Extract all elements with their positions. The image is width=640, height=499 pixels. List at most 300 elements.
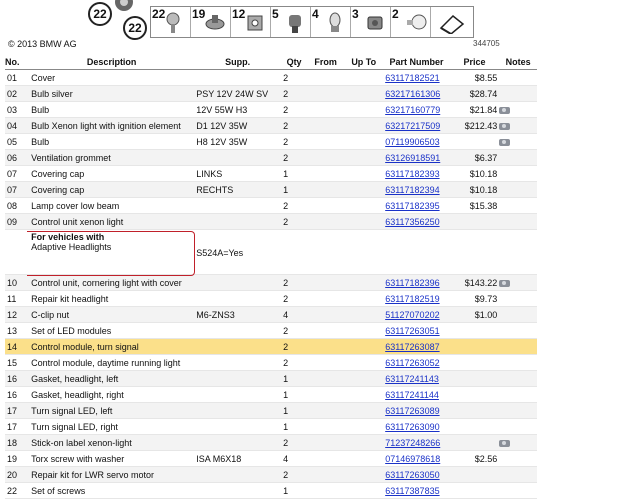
row-supplement <box>194 198 281 214</box>
part-number-link[interactable]: 63117263052 <box>385 357 440 368</box>
part-number-link[interactable]: 63117182521 <box>385 72 440 83</box>
row-notes <box>499 134 537 150</box>
gear-icon <box>104 0 144 14</box>
row-part-number[interactable] <box>383 435 450 451</box>
row-notes <box>499 102 537 118</box>
row-description: Torx screw with washer <box>29 451 194 467</box>
diagram-number: 344705 <box>473 39 500 48</box>
row-up-to <box>344 323 383 339</box>
row-quantity: 1 <box>281 387 307 403</box>
row-description: Covering cap <box>29 166 194 182</box>
bulb-socket-icon <box>285 12 305 34</box>
row-supplement <box>194 435 281 451</box>
row-description: Ventilation grommet <box>29 150 194 166</box>
row-price: $10.18 <box>450 166 500 182</box>
part-number-link[interactable]: 63217161306 <box>385 88 441 99</box>
row-price <box>450 214 500 230</box>
row-notes <box>499 435 537 451</box>
table-row[interactable] <box>5 118 537 134</box>
row-from <box>307 275 344 291</box>
c-clip-nut-icon <box>245 12 265 34</box>
torx-screw-icon <box>165 12 185 34</box>
row-number: 07 <box>5 182 29 198</box>
row-quantity: 2 <box>281 291 307 307</box>
row-from <box>307 134 344 150</box>
row-up-to <box>344 150 383 166</box>
row-supplement <box>194 387 281 403</box>
table-row[interactable] <box>5 166 537 182</box>
part-number-link[interactable]: 63117263090 <box>385 421 440 432</box>
row-price: $2.56 <box>450 451 500 467</box>
note-title: For vehicles with <box>31 232 105 242</box>
thumb-2[interactable]: 2 <box>391 7 431 37</box>
row-supplement <box>194 150 281 166</box>
row-supplement <box>194 70 281 86</box>
row-notes <box>499 419 537 435</box>
table-row[interactable] <box>5 419 537 435</box>
row-price: $6.37 <box>450 150 500 166</box>
row-from <box>307 291 344 307</box>
part-number-link[interactable]: 63117387835 <box>385 485 440 496</box>
row-price: $212.43 <box>450 118 500 134</box>
row-notes <box>499 339 537 355</box>
row-quantity: 1 <box>281 182 307 198</box>
camera-icon[interactable] <box>499 139 510 146</box>
row-number: 02 <box>5 86 29 102</box>
part-number-link[interactable]: 63117263089 <box>385 405 440 416</box>
row-description: Bulb Xenon light with ignition element <box>29 118 194 134</box>
part-number-link[interactable]: 63117182394 <box>385 184 440 195</box>
row-notes <box>499 150 537 166</box>
row-part-number[interactable] <box>383 134 450 150</box>
col-from: From <box>307 55 344 70</box>
row-quantity: 2 <box>281 467 307 483</box>
row-description: Cover <box>29 70 194 86</box>
row-price: $143.22 <box>450 275 500 291</box>
row-from <box>307 166 344 182</box>
table-row[interactable] <box>5 214 537 230</box>
row-supplement <box>194 323 281 339</box>
row-description: Repair kit headlight <box>29 291 194 307</box>
row-from <box>307 435 344 451</box>
camera-icon[interactable] <box>499 107 510 114</box>
exploded-diagram <box>0 0 640 38</box>
row-part-number[interactable] <box>383 419 450 435</box>
thumb-label[interactable] <box>431 7 473 37</box>
row-notes <box>499 214 537 230</box>
row-part-number[interactable] <box>383 371 450 387</box>
row-quantity: 4 <box>281 307 307 323</box>
col-qty: Qty <box>281 55 307 70</box>
row-price: $10.18 <box>450 182 500 198</box>
row-price <box>450 403 500 419</box>
row-quantity: 2 <box>281 214 307 230</box>
row-part-number[interactable] <box>383 483 450 499</box>
row-up-to <box>344 483 383 499</box>
row-quantity: 1 <box>281 371 307 387</box>
parts-table <box>5 55 537 499</box>
table-row[interactable] <box>5 387 537 403</box>
row-supplement: ISA M6X18 <box>194 451 281 467</box>
row-part-number[interactable] <box>383 86 450 102</box>
row-up-to <box>344 403 383 419</box>
row-up-to <box>344 102 383 118</box>
part-number-link[interactable]: 07146978618 <box>385 453 441 464</box>
part-number-link[interactable]: 63217160779 <box>385 104 441 115</box>
table-row[interactable] <box>5 291 537 307</box>
col-upto: Up To <box>344 55 383 70</box>
row-part-number[interactable] <box>383 70 450 86</box>
table-row[interactable] <box>5 403 537 419</box>
col-part-number: Part Number <box>383 55 450 70</box>
row-from <box>307 371 344 387</box>
row-description: Bulb <box>29 102 194 118</box>
row-number: 16 <box>5 371 29 387</box>
row-part-number[interactable] <box>383 118 450 134</box>
table-row[interactable] <box>5 435 537 451</box>
row-number: 06 <box>5 150 29 166</box>
row-quantity: 1 <box>281 419 307 435</box>
col-supp: Supp. <box>194 55 281 70</box>
table-row[interactable] <box>5 134 537 150</box>
row-number: 09 <box>5 214 29 230</box>
row-from <box>307 150 344 166</box>
row-description: Bulb <box>29 134 194 150</box>
camera-icon[interactable] <box>499 123 510 130</box>
row-number: 22 <box>5 483 29 499</box>
table-row[interactable] <box>5 483 537 499</box>
row-up-to <box>344 467 383 483</box>
row-from <box>307 102 344 118</box>
thumb-12[interactable]: 12 <box>231 7 271 37</box>
row-notes <box>499 355 537 371</box>
note-subtitle: Adaptive Headlights <box>31 242 112 252</box>
part-number-link[interactable]: 63126918591 <box>385 152 441 163</box>
table-row[interactable] <box>5 102 537 118</box>
col-notes: Notes <box>499 55 537 70</box>
part-number-link[interactable]: 07119906503 <box>385 136 440 147</box>
row-notes <box>499 451 537 467</box>
row-part-number[interactable] <box>383 275 450 291</box>
row-description: C-clip nut <box>29 307 194 323</box>
row-quantity: 1 <box>281 483 307 499</box>
copyright-text: © 2013 BMW AG <box>8 39 77 49</box>
row-number: 18 <box>5 435 29 451</box>
row-up-to <box>344 182 383 198</box>
col-no: No. <box>5 55 29 70</box>
row-number: 12 <box>5 307 29 323</box>
row-up-to <box>344 355 383 371</box>
part-number-link[interactable]: 71237248266 <box>385 437 441 448</box>
row-supplement: LINKS <box>194 166 281 182</box>
row-notes <box>499 86 537 102</box>
row-from <box>307 323 344 339</box>
row-up-to <box>344 451 383 467</box>
row-supplement <box>194 419 281 435</box>
row-from <box>307 70 344 86</box>
row-from <box>307 387 344 403</box>
part-number-link[interactable]: 63117241143 <box>385 373 439 384</box>
row-up-to <box>344 435 383 451</box>
row-part-number[interactable] <box>383 403 450 419</box>
row-quantity: 2 <box>281 134 307 150</box>
part-thumbnails <box>150 6 474 38</box>
part-number-link[interactable]: 63117263087 <box>385 341 440 352</box>
row-supplement: RECHTS <box>194 182 281 198</box>
table-row[interactable] <box>5 323 537 339</box>
thumb-5[interactable]: 5 <box>271 7 311 37</box>
row-supplement: H8 12V 35W <box>194 134 281 150</box>
row-supplement <box>194 467 281 483</box>
callout-22-bottom: 22 <box>123 16 147 40</box>
row-from <box>307 355 344 371</box>
row-part-number[interactable] <box>383 355 450 371</box>
table-row[interactable] <box>5 275 537 291</box>
row-description: Bulb silver <box>29 86 194 102</box>
table-row[interactable] <box>5 70 537 86</box>
xenon-bulb-icon <box>405 12 429 34</box>
row-price: $15.38 <box>450 198 500 214</box>
row-price <box>450 467 500 483</box>
row-price <box>450 371 500 387</box>
row-supplement <box>194 291 281 307</box>
part-number-link[interactable]: 63217217509 <box>385 120 441 131</box>
row-notes <box>499 323 537 339</box>
row-supplement <box>194 275 281 291</box>
row-notes <box>499 70 537 86</box>
row-number: 19 <box>5 451 29 467</box>
row-from <box>307 307 344 323</box>
row-quantity: 2 <box>281 339 307 355</box>
row-description: Set of screws <box>29 483 194 499</box>
row-quantity: 1 <box>281 166 307 182</box>
row-supplement <box>194 403 281 419</box>
row-part-number[interactable] <box>383 198 450 214</box>
row-supplement <box>194 355 281 371</box>
row-notes <box>499 387 537 403</box>
row-part-number[interactable] <box>383 467 450 483</box>
row-from <box>307 214 344 230</box>
row-part-number[interactable] <box>383 102 450 118</box>
row-description: Gasket, headlight, right <box>29 387 194 403</box>
thumb-22[interactable]: 22 <box>151 7 191 37</box>
row-number: 04 <box>5 118 29 134</box>
row-from <box>307 198 344 214</box>
row-notes <box>499 371 537 387</box>
table-row[interactable] <box>5 307 537 323</box>
row-number: 03 <box>5 102 29 118</box>
row-description: Turn signal LED, left <box>29 403 194 419</box>
row-up-to <box>344 291 383 307</box>
row-up-to <box>344 118 383 134</box>
camera-icon[interactable] <box>499 280 510 287</box>
row-quantity: 2 <box>281 355 307 371</box>
row-notes <box>499 198 537 214</box>
label-sticker-icon <box>439 12 465 34</box>
row-price: $1.00 <box>450 307 500 323</box>
row-description: Control unit xenon light <box>29 214 194 230</box>
col-description: Description <box>29 55 194 70</box>
row-quantity: 1 <box>281 403 307 419</box>
row-quantity: 2 <box>281 118 307 134</box>
table-row[interactable] <box>5 150 537 166</box>
row-price <box>450 134 500 150</box>
row-quantity: 2 <box>281 323 307 339</box>
row-description: Control module, turn signal <box>29 339 194 355</box>
row-notes <box>499 483 537 499</box>
row-from <box>307 182 344 198</box>
row-price: $21.84 <box>450 102 500 118</box>
row-part-number[interactable] <box>383 339 450 355</box>
row-quantity: 2 <box>281 150 307 166</box>
row-number: 16 <box>5 387 29 403</box>
row-quantity: 2 <box>281 70 307 86</box>
row-number: 07 <box>5 166 29 182</box>
row-description: Control unit, cornering light with cover <box>29 275 194 291</box>
row-number: 17 <box>5 403 29 419</box>
part-number-link[interactable]: 63117263050 <box>385 469 440 480</box>
row-from <box>307 419 344 435</box>
row-price <box>450 355 500 371</box>
row-up-to <box>344 307 383 323</box>
row-number: 10 <box>5 275 29 291</box>
row-notes <box>499 403 537 419</box>
row-quantity: 2 <box>281 275 307 291</box>
part-number-link[interactable]: 63117182519 <box>385 293 440 304</box>
row-number: 13 <box>5 323 29 339</box>
camera-icon[interactable] <box>499 440 510 447</box>
row-up-to <box>344 214 383 230</box>
row-description: Stick-on label xenon-light <box>29 435 194 451</box>
row-description: Lamp cover low beam <box>29 198 194 214</box>
row-part-number[interactable] <box>383 166 450 182</box>
row-number: 05 <box>5 134 29 150</box>
thumb-4[interactable]: 4 <box>311 7 351 37</box>
row-supplement <box>194 483 281 499</box>
row-number: 11 <box>5 291 29 307</box>
row-number: 14 <box>5 339 29 355</box>
row-supplement: M6-ZNS3 <box>194 307 281 323</box>
table-row[interactable] <box>5 371 537 387</box>
row-up-to <box>344 275 383 291</box>
row-supplement: 12V 55W H3 <box>194 102 281 118</box>
row-price <box>450 339 500 355</box>
row-up-to <box>344 86 383 102</box>
row-price <box>450 323 500 339</box>
row-up-to <box>344 419 383 435</box>
row-price: $8.55 <box>450 70 500 86</box>
row-quantity: 2 <box>281 86 307 102</box>
row-part-number[interactable] <box>383 323 450 339</box>
part-number-link[interactable]: 63117241144 <box>385 389 439 400</box>
row-from <box>307 339 344 355</box>
row-up-to <box>344 134 383 150</box>
row-supplement <box>194 339 281 355</box>
bulb-cap-icon <box>365 12 385 34</box>
table-row[interactable] <box>5 451 537 467</box>
row-notes <box>499 467 537 483</box>
washer-screw-icon <box>205 12 225 34</box>
row-description: Control module, daytime running light <box>29 355 194 371</box>
row-up-to <box>344 166 383 182</box>
col-price: Price <box>450 55 500 70</box>
row-from <box>307 403 344 419</box>
part-number-link[interactable]: 51127070202 <box>385 309 440 320</box>
row-from <box>307 118 344 134</box>
row-notes <box>499 307 537 323</box>
row-part-number[interactable] <box>383 387 450 403</box>
row-price <box>450 419 500 435</box>
row-number: 17 <box>5 419 29 435</box>
row-quantity: 2 <box>281 102 307 118</box>
row-part-number[interactable] <box>383 150 450 166</box>
row-supplement: D1 12V 35W <box>194 118 281 134</box>
row-from <box>307 86 344 102</box>
row-number: 01 <box>5 70 29 86</box>
part-number-link[interactable]: 63117356250 <box>385 216 440 227</box>
table-row[interactable] <box>5 467 537 483</box>
row-from <box>307 483 344 499</box>
part-number-link[interactable]: 63117182395 <box>385 200 440 211</box>
row-supplement <box>194 371 281 387</box>
row-part-number[interactable] <box>383 291 450 307</box>
row-up-to <box>344 339 383 355</box>
table-row[interactable] <box>5 355 537 371</box>
row-from <box>307 451 344 467</box>
callout-22-top: 22 <box>88 2 112 26</box>
table-row[interactable] <box>5 182 537 198</box>
condition-note-box <box>27 231 195 276</box>
table-row[interactable] <box>5 339 537 355</box>
row-up-to <box>344 387 383 403</box>
row-number: 15 <box>5 355 29 371</box>
row-part-number[interactable] <box>383 307 450 323</box>
part-number-link[interactable]: 63117182393 <box>385 168 440 179</box>
row-part-number[interactable] <box>383 182 450 198</box>
row-from <box>307 467 344 483</box>
row-number: 20 <box>5 467 29 483</box>
thumb-3[interactable]: 3 <box>351 7 391 37</box>
row-part-number[interactable] <box>383 214 450 230</box>
table-row[interactable] <box>5 198 537 214</box>
row-price: $9.73 <box>450 291 500 307</box>
row-up-to <box>344 198 383 214</box>
row-supplement <box>194 214 281 230</box>
row-number: 08 <box>5 198 29 214</box>
part-number-link[interactable]: 63117182396 <box>385 277 440 288</box>
row-notes <box>499 118 537 134</box>
row-description: Repair kit for LWR servo motor <box>29 467 194 483</box>
row-price <box>450 483 500 499</box>
row-notes <box>499 291 537 307</box>
thumb-19[interactable]: 19 <box>191 7 231 37</box>
row-description: Set of LED modules <box>29 323 194 339</box>
row-notes <box>499 166 537 182</box>
row-description: Turn signal LED, right <box>29 419 194 435</box>
row-price <box>450 387 500 403</box>
row-up-to <box>344 70 383 86</box>
h7-bulb-icon <box>325 12 345 34</box>
row-description: Covering cap <box>29 182 194 198</box>
table-row[interactable] <box>5 86 537 102</box>
part-number-link[interactable]: 63117263051 <box>385 325 440 336</box>
row-price: $28.74 <box>450 86 500 102</box>
note-code: S524A=Yes <box>194 230 281 275</box>
row-price <box>450 435 500 451</box>
row-quantity: 2 <box>281 435 307 451</box>
row-description: Gasket, headlight, left <box>29 371 194 387</box>
row-part-number[interactable] <box>383 451 450 467</box>
